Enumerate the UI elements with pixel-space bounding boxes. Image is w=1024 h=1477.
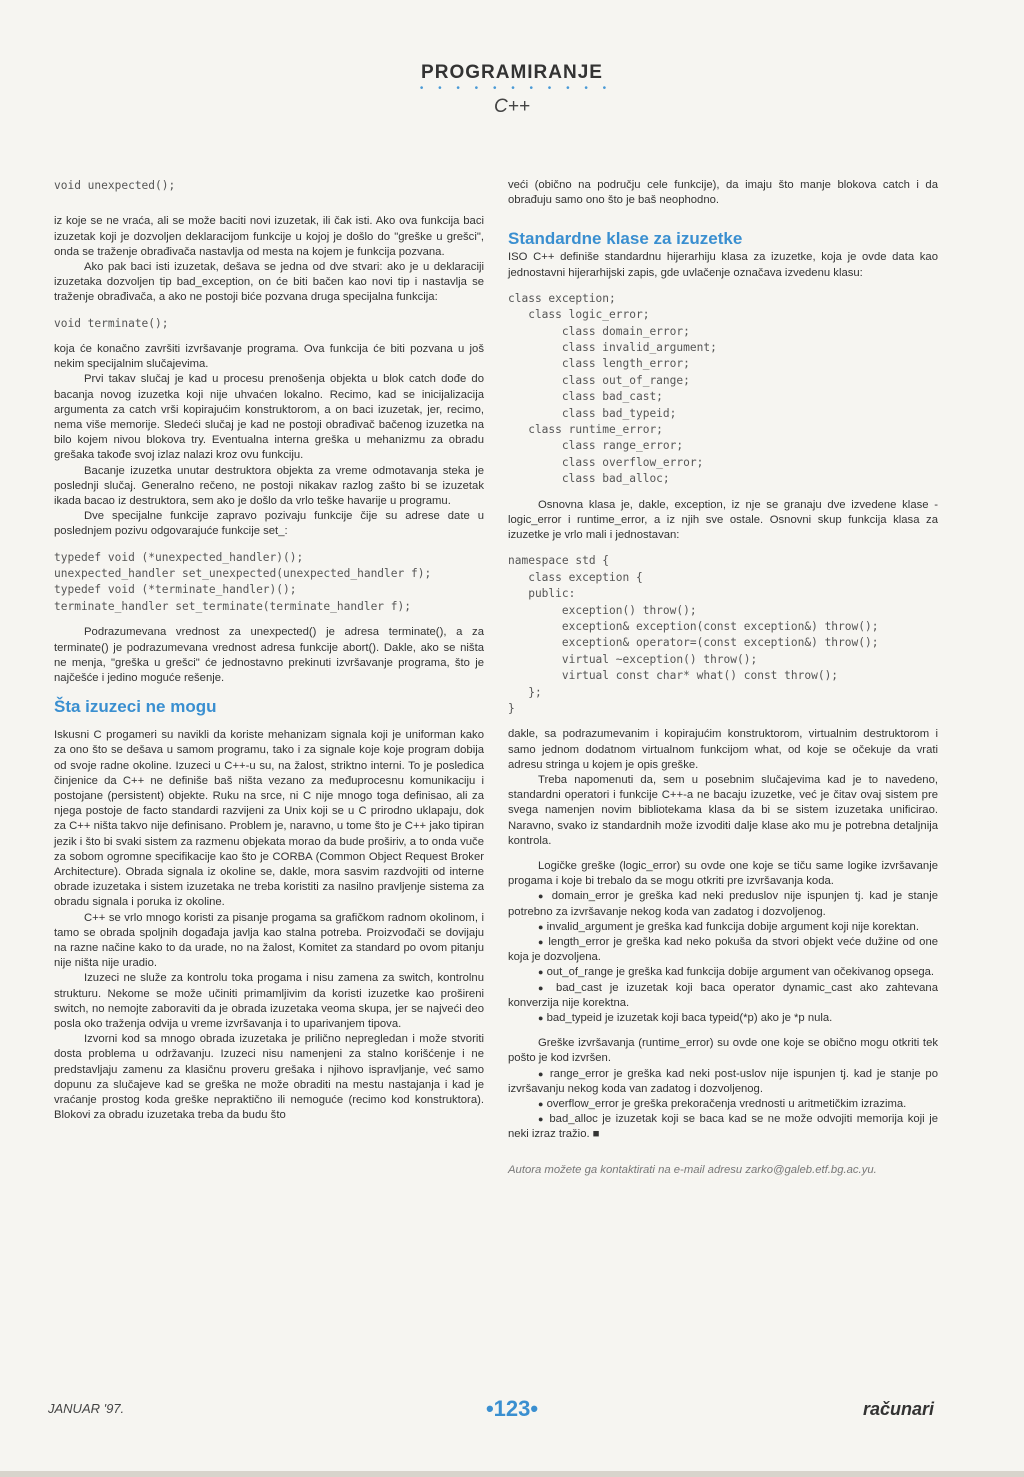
paragraph: Treba napomenuti da, sem u posebnim slučajevima kad je to navedeno, standardni operatori i funkcije C++-a ne bacaju izuzetke, već je čitav ovaj sistem pre svega namenjen novim bibliotekama klasa da bi se sistem izuzetaka unificirao. Naravno, svako iz standardnih može izvoditi dalje klase ako mu je potrebna detaljnija kontrola. — [508, 773, 938, 847]
code-class-hierarchy: class exception; class logic_error; class domain_error; class invalid_argument; class length_error; class out_of_range; class bad_cast; class bad_typeid; class runtime_error; class range_error; class overflow_error; class bad_alloc; — [508, 291, 717, 486]
magazine-logo: računari — [862, 1399, 934, 1419]
code-terminate: void terminate(); — [54, 316, 169, 330]
code-handlers: typedef void (*unexpected_handler)(); unexpected_handler set_unexpected(unexpected_handler f); typedef void (*terminate_handler)(); terminate_handler set_terminate(terminate_handler f); — [54, 550, 432, 613]
list-item: ● invalid_argument je greška kad funkcija dobije argument koji nije korektan. — [538, 920, 919, 933]
bottom-edge — [0, 1471, 1024, 1477]
paragraph: Greške izvršavanja (runtime_error) su ovde one koje se obično mogu otkriti tek pošto je kod izvršen. — [508, 1037, 938, 1065]
right-column — [508, 178, 938, 1178]
paragraph: Podrazumevana vrednost za unexpected() je adresa terminate(), a za terminate() je podrazumevana vrednost adresa funkcije abort(). Dakle, ako se ništa ne menja, "greška u grešci" će jednostavno prekinuti izvršavanje programa, što je najčešće i jedino moguće rešenje. — [54, 626, 484, 684]
paragraph: Logičke greške (logic_error) su ovde one koje se tiču same logike izvršavanje progama i koje bi trebalo da se mogu otkriti pre izvršavanja koda. — [508, 859, 938, 888]
paragraph: ISO C++ definiše standardnu hijerarhiju klasa za izuzetke, koja je ovde data kao jednostavni hijerarhijski zapis, gde uvlačenje označava izvedenu klasu: — [508, 251, 938, 279]
logic-error-list — [508, 889, 938, 1026]
paragraph: Dve specijalne funkcije zapravo pozivaju funkcije čije su adrese date u poslednjem pozivu odgovarajuće funkcije set_: — [54, 510, 484, 538]
paragraph: Izvorni kod sa mnogo obrada izuzetaka je prilično nepregledan i može stvoriti dosta problema u održavanju. Izuzeci nisu namenjeni za stalno korišćenje i ne predstavljaju zamenu za klasičnu proveru grešaka i njihovo ispravljanje, već samo dopunu za slučajeve kad se greška ne može obraditi na mestu nastajanja i kad je vraćanje prostog koda greške nepraktično ili nemoguće (recimo kod konstruktora). Blokovi za obradu izuzetaka treba da budu što — [54, 1033, 484, 1122]
paragraph: Osnovna klasa je, dakle, exception, iz nje se granaju dve izvedene klase - logic_error i runtime_error, a iz njih sve ostale. Osnovni skup funkcija klasa za izuzetke je vrlo mali i jednostavan: — [508, 498, 938, 542]
paragraph: C++ se vrlo mnogo koristi za pisanje progama sa grafičkom radnom okolinom, i tamo se obrada spoljnih događaja javlja kao stalna potreba. Proizvođači se dovijaju na razne načine kako to da urade, no na žalost, Komitet za standard po ovom pitanju nije ništa nije uradio. — [54, 911, 484, 970]
list-item: ● overflow_error je greška prekoračenja vrednosti u aritmetičkim izrazima. — [538, 1098, 907, 1111]
page-number: •123• — [485, 1396, 539, 1421]
code-namespace-std: namespace std { class exception { public: exception() throw(); exception& exception(const exception&) throw(); exception& operator=(const exception&) throw(); virtual ~exception() throw(); virtual const char* what() const throw(); }; } — [508, 554, 879, 715]
page-header — [0, 62, 1024, 118]
heading-sta-izuzeci-ne-mogu: Šta izuzeci ne mogu — [54, 697, 217, 717]
paragraph: veći (obično na području cele funkcije), da imaju što manje blokova catch i da obrađuju samo ono što je baš neophodno. — [508, 179, 938, 207]
paragraph: dakle, sa podrazumevanim i kopirajućim konstruktorom, virtualnim destruktorom i samo jednom dodatnom virtualnom funkcijom what, od koje se očekuje da vrati adresu stringa u kojem je opis greške. — [508, 728, 938, 771]
list-item: ● bad_typeid je izuzetak koji baca typeid(*p) ako je *p nula. — [538, 1012, 833, 1025]
paragraph: koja će konačno završiti izvršavanje programa. Ova funkcija će biti pozvana u još nekim specijalnim slučajevima. — [54, 343, 484, 371]
author-contact: Autora možete ga kontaktirati na e-mail adresu zarko@galeb.etf.bg.ac.yu. — [508, 1163, 877, 1176]
list-item: ● out_of_range je greška kad funkcija dobije argument van očekivanog opsega. — [538, 966, 935, 979]
heading-standardne-klase: Standardne klase za izuzetke — [508, 229, 743, 249]
list-item: ● range_error je greška kad neki post-uslov nije ispunjen tj. kad je stanje po izvršavanju nekog koda van zadatog i dozvoljenog. — [508, 1067, 938, 1095]
list-item: ● length_error je greška kad neko pokuša da stvori objekt veće dužine od one koja je dozvoljena. — [508, 936, 939, 964]
subsection-title: C++ — [494, 96, 530, 117]
list-item: ● domain_error je greška kad neki preduslov nije ispunjen tj. kad je stanje potrebno za izvršavanje nekog koda van zadatog i dozvoljenog. — [508, 890, 939, 918]
header-dots: • • • • • • • • • • • — [419, 83, 613, 94]
left-column — [54, 178, 484, 1123]
paragraph: Iskusni C progameri su navikli da koriste mehanizam signala koji je uniforman kako za ono što se dešava u samom programu, tako i za signale koje koje program dobija od svoje radne okoline. Izuzeci u C++-u su, na žalost, striktno interni. To je posledica činjenice da C++ ne definiše baš ništa vezano za međuprocesnu komunikaciju i postojane (persistent) objekte. Ruku na srce, ni C nije mnogo toga definisao, ali za njega postoje de facto standardi razvijeni za Unix koji se u C prirodno uklapaju, dok za C++ ništa takvo nije definisano. Problem je, naravno, u tome što je C++ jako tipiran jezik i što bi svaki sistem za razmenu objekata morao da bude proširiv, a to onda vuče za sobom ogromne specifikacije kao što je CORBA (Common Object Request Broker Architecture). Obrada signala iz okoline se, dakle, mora sasvim razdvojiti od interne obrade izuzetaka i sistem izuzetaka ne treba koristiti za nasilno pravljenje sistema za obradu signala i poruka iz okoline. — [54, 729, 484, 909]
paragraph: iz koje se ne vraća, ali se može baciti novi izuzetak, ili čak isti. Ako ova funkcija baci izuzetak koji je dozvoljen deklaracijom funkcije u kojoj je došlo do "greške u grešci", onda se traženje obrađivača nastavlja od mesta na kojem je funkcija pozvana. — [54, 215, 484, 258]
list-item: ● bad_alloc je izuzetak koji se baca kad se ne može odvojiti memorija koji je neki izraz tražio. ■ — [508, 1113, 939, 1141]
issue-date: JANUAR '97. — [48, 1401, 125, 1416]
paragraph: Izuzeci ne služe za kontrolu toka progama i nisu zamena za switch, kontrolnu strukturu. Nekome se može učiniti primamljivim da koristi izuzetke kao prošireni switch, no nemojte zaboraviti da je obrada izuzetaka veoma skupa, jer se najveći deo posla oko traženja odvija u vreme izvršavanja i to uparivanjem tipova. — [54, 972, 484, 1030]
list-item: ● bad_cast je izuzetak koji baca operator dynamic_cast ako zahtevana konverzija nije korektna. — [508, 981, 939, 1009]
paragraph: Prvi takav slučaj je kad u procesu prenošenja objekta u blok catch dođe do bacanja novog izuzetka koji nije uhvaćen lokalno. Recimo, kad se inicijalizacija argumenta za catch vrši kopirajućim konstruktorom, a on baci izuzetak, jer, recimo, nema više memorije. Sledeći slučaj je kad ne postoji obrađivač bačenog izuzetka na bilo kojem nivou blokova try. Eventualna interna greška u mehanizmu za obradu grešaka takođe svoj izlaz nalazi kroz ovu funkciju. — [54, 373, 484, 462]
section-title: PROGRAMIRANJE — [421, 62, 603, 83]
paragraph: Ako pak baci isti izuzetak, dešava se jedna od dve stvari: ako je u deklaraciji izuzetaka dozvoljen tip bad_exception, on će biti bačen kao novi tip i nastavlja se traženje obrađivača, a ako ne postoji biće pozvana druga specijalna funkcija: — [54, 261, 484, 304]
code-unexpected: void unexpected(); — [54, 179, 176, 192]
paragraph: Bacanje izuzetka unutar destruktora objekta za vreme odmotavanja steka je poslednji slučaj. Generalno rečeno, ne postoji nikakav razlog zašto bi se izuzetak ikada bacao iz destruktora, sem ako je došlo da vrlo teške havarije u programu. — [54, 464, 484, 508]
runtime-error-list — [508, 1067, 938, 1143]
